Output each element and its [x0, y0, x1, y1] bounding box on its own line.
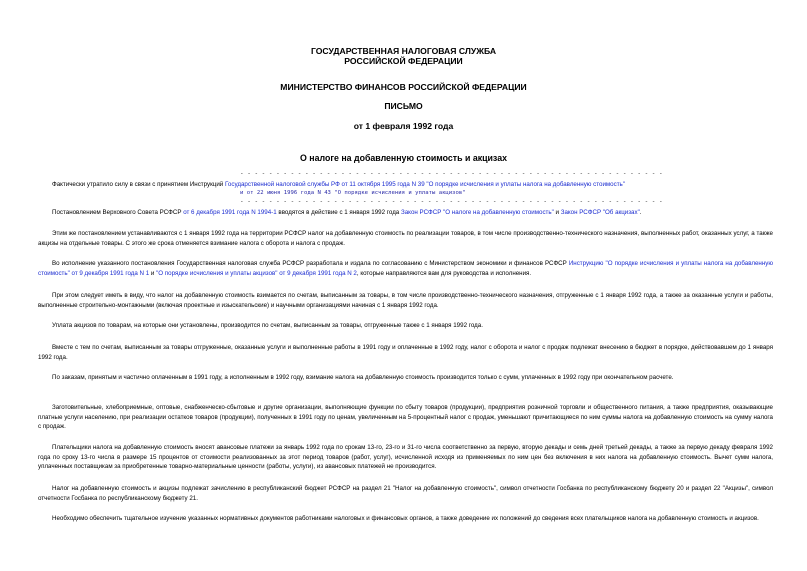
paragraph-11: Необходимо обеспечить тщательное изучение указанных нормативных документов работниками налоговых и финансовых органов, а также доведение их положений до сведения всех плательщиков налога на добавленную стоимость и акцизов. [52, 515, 759, 522]
paragraph-6: Вместе с тем по счетам, выписанным за товары отгруженные, оказанные услуги и выполненные работы в 1991 году и оплаченные в 1992 году, налог с оборота и налог с продаж подлежат внесению в бюджет в порядке, действовавшем до 1 января 1992 года. [38, 344, 773, 361]
link-law-excise[interactable]: Закон РСФСР "Об акцизах" [560, 209, 640, 216]
link-law-nds[interactable]: Закон РСФСР "О налоге на добавленную стоимость" [400, 209, 554, 216]
agency-line-1: ГОСУДАРСТВЕННАЯ НАЛОГОВАЯ СЛУЖБА [310, 46, 497, 56]
paragraph-7: По заказам, принятым и частично оплаченным в 1991 году, а исполненным в 1992 году, взимание налога на добавленную стоимость производится только с сумм, уплаченных в 1992 году при окончательном расчете. [52, 374, 674, 381]
paragraph-9: Плательщики налога на добавленную стоимость вносят авансовые платежи за январь 1992 года по срокам 13-го, 23-го и 31-го числа соответственно за первую, вторую декады и семь дней третьей декады, а также за первую декаду февраля 1992 года по сроку 13-го числа в размере 15 процентов от стоимости реализованных за этот период товаров (работ, услуг), исчисленной исходя из применяемых по ним цен без включения в них налога на добавленную стоимость. Вычет сумм налога, уплаченных поставщикам за приобретенные товарно-материальные ценности (работы, услуги), из авансовых платежей не производится. [38, 444, 773, 470]
ministry-heading: МИНИСТЕРСТВО ФИНАНСОВ РОССИЙСКОЙ ФЕДЕРАЦИИ [280, 82, 527, 92]
repeal-link-excise[interactable]: и от 22 июня 1996 года N 43 "О порядке исчисления и уплаты акцизов" [240, 190, 466, 196]
divider-top: - - - - - - - - - - - - - - - - - - - - - - - - - - - - - - - - - - - - - - - - - - - - - - - - - - - - - - - - - - - [240, 170, 663, 177]
document-date: от 1 февраля 1992 года [353, 121, 454, 131]
document-title: О налоге на добавленную стоимость и акцизах [300, 153, 507, 163]
repeal-notice [52, 181, 772, 189]
paragraph-10: Налог на добавленную стоимость и акцизы подлежат зачислению в республиканский бюджет РСФСР на раздел 21 "Налог на добавленную стоимость", символ отчетности Госбанка по республиканскому бюджету 20 и раздел 22 "Акцизы", символ отчетности Госбанка по республиканскому бюджету 21. [38, 485, 773, 502]
repeal-link-nds-instruction[interactable]: Государственной налоговой службы РФ от 11 октября 1995 года N 39 "О порядке исчисления и уплаты налога на добавленную стоимость" [224, 181, 625, 188]
paragraph-8: Заготовительные, хлебоприемные, оптовые, снабженческо-сбытовые и другие организации, выполняющие функции по сбыту товаров (продукции), предприятия розничной торговли и общественного питания, а также предприятия, оказывающие платные услуги населению, при реализации остатков товаров (продукции), полученных в 1991 году по ценам, увеличенным на 5-процентный налог с продаж, уменьшают причитающиеся по ним суммы налога на добавленную стоимость на сумму налога с продаж. [38, 404, 773, 430]
repeal-notice-prefix: Фактически утратило силу в связи с принятием Инструкций [52, 181, 225, 188]
document-type: ПИСЬМО [384, 101, 423, 111]
paragraph-2: Этим же постановлением устанавливаются с 1 января 1992 года на территории РСФСР налог на добавленную стоимость по реализации товаров, в том числе производственно-технического назначения, выполненных работ, оказанных услуг, а также акцизы на отдельные товары. С этого же срока отменяется взимание налога с оборота и налога с продаж. [38, 230, 773, 247]
paragraph-5: Уплата акцизов по товарам, на которые они установлены, производится по счетам, выписанным за товары, отгруженные также с 1 января 1992 года. [52, 322, 483, 329]
link-instruction-1[interactable]: Инструкцию "О порядке исчисления и уплаты налога на добавленную стоимость" от 9 декабря 1991 года N 1 [38, 260, 773, 277]
agency-line-2: РОССИЙСКОЙ ФЕДЕРАЦИИ [344, 56, 463, 66]
divider-bottom: - - - - - - - - - - - - - - - - - - - - - - - - - - - - - - - - - - - - - - - - - - - - - - - - - - - - - - - - - - - [240, 198, 663, 205]
link-instruction-2[interactable]: "О порядке исчисления и уплаты акцизов" от 9 декабря 1991 года N 2 [156, 269, 357, 277]
paragraph-3: Во исполнение указанного постановления Государственная налоговая служба РСФСР разработала и издала по согласованию с Министерством экономики и финансов РСФСР Инструкцию "О порядке исчисления и уплаты налога на добавленную стоимость" от 9 декабря 1991 года N 1 и "О порядке исчисления и уплаты акцизов" от 9 декабря 1991 года N 2, которые направляются вам для руководства и исполнения. [38, 260, 773, 277]
link-resolution[interactable]: от 6 декабря 1991 года N 1994-1 [183, 209, 277, 216]
paragraph-4: При этом следует иметь в виду, что налог на добавленную стоимость взимается по счетам, выписанным за товары, в том числе производственно-технического назначения, отгруженные с 1 января 1992 года, а также за оказанные услуги и работы, выполненные строительно-монтажными (включая проектные и изыскательские) и научными организациями начиная с 1 января 1992 года. [38, 292, 773, 309]
paragraph-1: Постановлением Верховного Совета РСФСР от 6 декабря 1991 года N 1994-1 вводятся в действие с 1 января 1992 года Закон РСФСР "О налоге на добавленную стоимость" и Закон РСФСР "Об акцизах". [52, 209, 642, 216]
